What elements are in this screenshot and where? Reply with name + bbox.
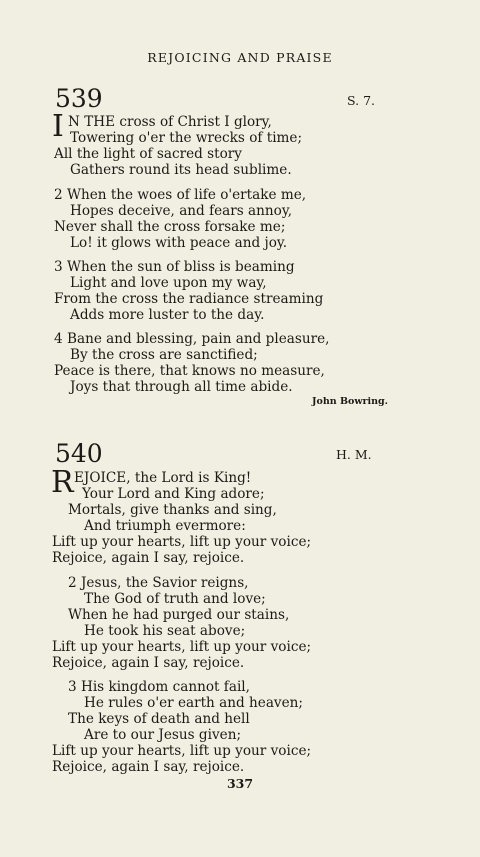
verse-line: Rejoice, again I say, rejoice. bbox=[52, 550, 245, 566]
page-number: 337 bbox=[226, 776, 254, 791]
verse-line: 2 When the woes of life o'ertake me, bbox=[54, 187, 307, 203]
drop-cap: I bbox=[52, 109, 64, 144]
verse-line: All the light of sacred story bbox=[54, 146, 242, 162]
hymn-number: 540 bbox=[55, 439, 103, 468]
verse-line: And triumph evermore: bbox=[84, 518, 246, 534]
verse-line: Joys that through all time abide. bbox=[70, 379, 293, 395]
verse-line: Rejoice, again I say, rejoice. bbox=[52, 759, 245, 775]
hymn-author: John Bowring. bbox=[312, 396, 388, 407]
verse-line: Hopes deceive, and fears annoy, bbox=[70, 203, 293, 219]
verse-line: Adds more luster to the day. bbox=[70, 307, 265, 323]
verse-line: Lo! it glows with peace and joy. bbox=[70, 235, 288, 251]
verse-line: Lift up your hearts, lift up your voice; bbox=[52, 639, 312, 655]
verse-line: Lift up your hearts, lift up your voice; bbox=[52, 534, 312, 550]
verse-line: Rejoice, again I say, rejoice. bbox=[52, 655, 245, 671]
verse-line: Never shall the cross forsake me; bbox=[54, 219, 286, 235]
verse-line: Light and love upon my way, bbox=[70, 275, 267, 291]
verse-line: Towering o'er the wrecks of time; bbox=[70, 130, 303, 146]
verse-line: He took his seat above; bbox=[84, 623, 246, 639]
verse-line: Your Lord and King adore; bbox=[82, 486, 265, 502]
verse-line: EJOICE, the Lord is King! bbox=[74, 470, 252, 486]
verse-line: When he had purged our stains, bbox=[68, 607, 290, 623]
verse-line: Lift up your hearts, lift up your voice; bbox=[52, 743, 312, 759]
verse-line: He rules o'er earth and heaven; bbox=[84, 695, 303, 711]
verse-line: The keys of death and hell bbox=[68, 711, 250, 727]
drop-cap: R bbox=[51, 465, 74, 500]
verse-line: 3 His kingdom cannot fail, bbox=[68, 679, 250, 695]
hymn-meter: H. M. bbox=[336, 447, 372, 462]
verse-line: Gathers round its head sublime. bbox=[70, 162, 292, 178]
hymn-meter: S. 7. bbox=[347, 93, 375, 108]
verse-line: Mortals, give thanks and sing, bbox=[68, 502, 277, 518]
hymn-number: 539 bbox=[55, 84, 103, 113]
verse-line: 4 Bane and blessing, pain and pleasure, bbox=[54, 331, 330, 347]
verse-line: Peace is there, that knows no measure, bbox=[54, 363, 325, 379]
verse-line: 2 Jesus, the Savior reigns, bbox=[68, 575, 249, 591]
verse-line: The God of truth and love; bbox=[84, 591, 266, 607]
verse-line: By the cross are sanctified; bbox=[70, 347, 258, 363]
verse-line: 3 When the sun of bliss is beaming bbox=[54, 259, 295, 275]
verse-line: From the cross the radiance streaming bbox=[54, 291, 324, 307]
page-header: REJOICING AND PRAISE bbox=[147, 50, 333, 65]
verse-line: N THE cross of Christ I glory, bbox=[68, 114, 272, 130]
verse-line: Are to our Jesus given; bbox=[84, 727, 242, 743]
